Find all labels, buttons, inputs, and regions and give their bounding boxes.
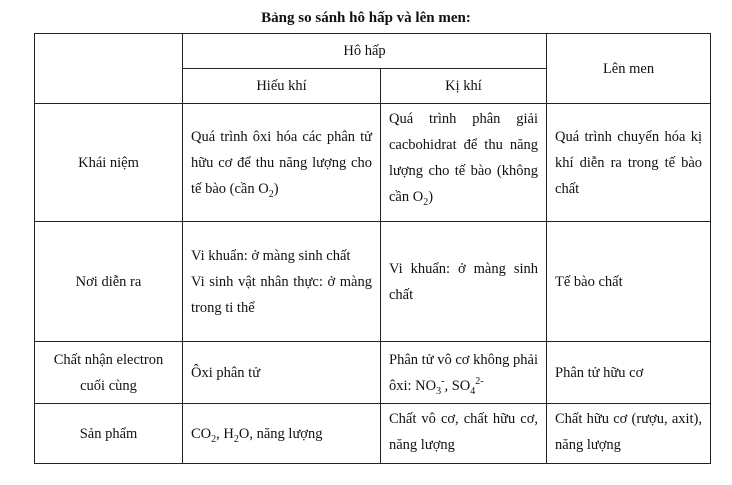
header-respiration: Hô hấp [183, 34, 547, 69]
table-row [35, 342, 711, 404]
cell-fermentation: Tế bào chất [547, 222, 711, 342]
cell-fermentation: Phân tử hữu cơ [547, 342, 711, 404]
cell-fermentation: Quá trình chuyển hóa kị khí diễn ra trong tế bào chất [547, 104, 711, 222]
table-row [35, 404, 711, 464]
row-label: Khái niệm [35, 104, 183, 222]
header-row-1 [35, 34, 711, 69]
table-row [35, 104, 711, 222]
cell-aerobic [183, 222, 381, 342]
cell-aerobic: Quá trình ôxi hóa các phân tử hữu cơ để thu năng lượng cho tế bào (cần $O_2$) [183, 104, 381, 222]
comparison-table [34, 33, 711, 464]
header-aerobic: Hiếu khí [183, 69, 381, 104]
cell-anaerobic: Quá trình phân giải cacbohidrat để thu năng lượng cho tế bào (không cần $O_2$) [381, 104, 547, 222]
row-label: Chất nhận electron cuối cùng [35, 342, 183, 404]
cell-aerobic: $CO_2$, $H_2O$, năng lượng [183, 404, 381, 464]
empty-corner-cell [35, 34, 183, 104]
table-title: Bảng so sánh hô hấp và lên men: [261, 10, 471, 26]
cell-anaerobic: Chất vô cơ, chất hữu cơ, năng lượng [381, 404, 547, 464]
row-label: Nơi diễn ra [35, 222, 183, 342]
row-label: Sản phẩm [35, 404, 183, 464]
header-fermentation: Lên men [547, 34, 711, 104]
aerobic-eukaryote-line: Vi sinh vật nhân thực: ở màng trong ti thể [191, 273, 372, 316]
header-anaerobic: Kị khí [381, 69, 547, 104]
cell-fermentation: Chất hữu cơ (rượu, axit), năng lượng [547, 404, 711, 464]
aerobic-bacteria-line: Vi khuẩn: ở màng sinh chất [191, 247, 351, 264]
cell-anaerobic: Phân tử vô cơ không phải ôxi: $NO_3^-$, $SO_4^{2-}$ [381, 342, 547, 404]
table-row [35, 222, 711, 342]
cell-anaerobic: Vi khuẩn: ở màng sinh chất [381, 222, 547, 342]
cell-aerobic: Ôxi phân tử [183, 342, 381, 404]
